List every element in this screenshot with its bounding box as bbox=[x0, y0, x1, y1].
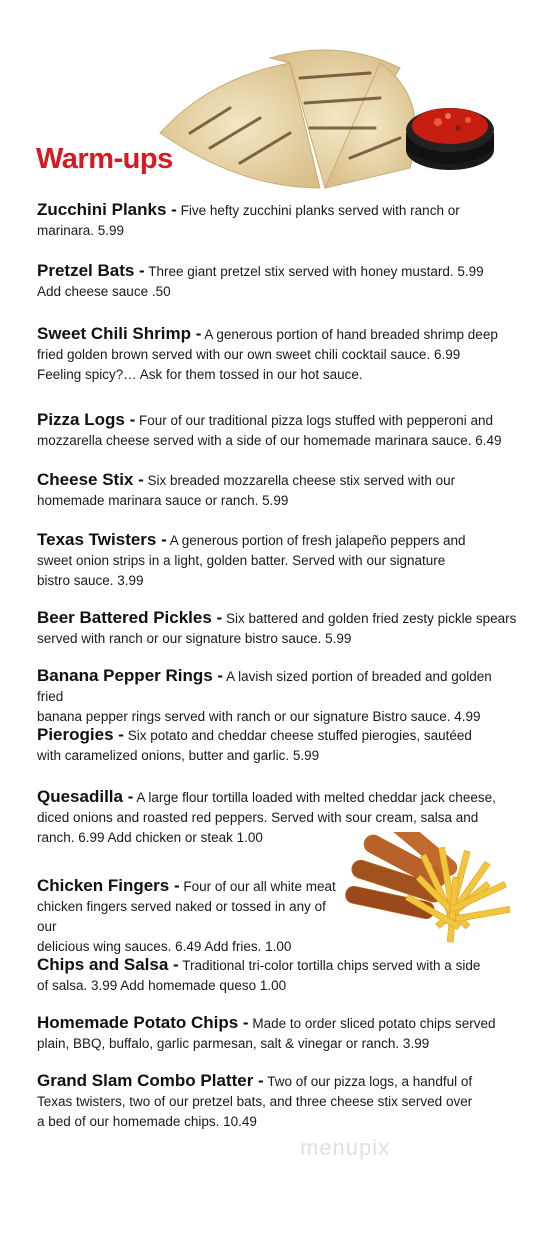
menu-item-beer-battered-pickles bbox=[37, 608, 517, 649]
item-name: Sweet Chili Shrimp - bbox=[37, 324, 202, 343]
item-desc-line: chicken fingers served naked or tossed in any of our bbox=[37, 899, 326, 934]
menu-item-homemade-potato-chips bbox=[37, 1013, 512, 1054]
item-desc-line: A large flour tortilla loaded with melted cheddar jack cheese, bbox=[136, 790, 496, 805]
item-name: Zucchini Planks - bbox=[37, 200, 177, 219]
item-desc-line: fried golden brown served with our own sweet chili cocktail sauce. 6.99 bbox=[37, 347, 461, 362]
watermark: menupix bbox=[300, 1135, 391, 1160]
item-desc-line: Traditional tri-color tortilla chips served with a side bbox=[182, 958, 481, 973]
item-desc-line: of salsa. 3.99 Add homemade queso 1.00 bbox=[37, 978, 287, 993]
item-desc-line: served with ranch or our signature bistro sauce. 5.99 bbox=[37, 631, 352, 646]
menu-item-texas-twisters bbox=[37, 530, 507, 591]
item-desc-line: Made to order sliced potato chips served bbox=[252, 1016, 496, 1031]
item-name: Quesadilla - bbox=[37, 787, 134, 806]
item-desc-line: A generous portion of fresh jalapeño peppers and bbox=[169, 533, 466, 548]
item-desc-line: Feeling spicy?… Ask for them tossed in our hot sauce. bbox=[37, 367, 363, 382]
menu-item-pretzel-bats bbox=[37, 261, 507, 302]
menu-item-cheese-stix bbox=[37, 470, 507, 511]
item-name: Chips and Salsa - bbox=[37, 955, 179, 974]
item-desc-line: Six breaded mozzarella cheese stix served with our bbox=[147, 473, 456, 488]
item-desc-line: delicious wing sauces. 6.49 Add fries. 1.00 bbox=[37, 939, 292, 954]
item-name: Pizza Logs - bbox=[37, 410, 136, 429]
menu-item-pierogies bbox=[37, 725, 507, 766]
item-desc-line: Two of our pizza logs, a handful of bbox=[267, 1074, 473, 1089]
item-desc-line: A generous portion of hand breaded shrimp deep bbox=[204, 327, 498, 342]
item-desc-line: Six potato and cheddar cheese stuffed pierogies, sautéed bbox=[127, 728, 472, 743]
item-name: Beer Battered Pickles - bbox=[37, 608, 223, 627]
item-desc-line: A lavish sized portion of breaded and golden fried bbox=[37, 669, 492, 704]
chicken-fingers-fries-image bbox=[340, 832, 515, 954]
item-desc-line: mozzarella cheese served with a side of our homemade marinara sauce. 6.49 bbox=[37, 433, 502, 448]
menu-item-chicken-fingers bbox=[37, 876, 347, 957]
item-desc-line: ranch. 6.99 Add chicken or steak 1.00 bbox=[37, 830, 263, 845]
item-desc-line: Five hefty zucchini planks served with ranch or bbox=[180, 203, 460, 218]
item-desc-line: Four of our all white meat bbox=[183, 879, 336, 894]
item-desc-line: plain, BBQ, buffalo, garlic parmesan, salt & vinegar or ranch. 3.99 bbox=[37, 1036, 430, 1051]
menu-item-sweet-chili-shrimp bbox=[37, 324, 512, 385]
item-desc-line: Three giant pretzel stix served with honey mustard. 5.99 bbox=[148, 264, 484, 279]
item-desc-line: marinara. 5.99 bbox=[37, 223, 125, 238]
item-desc-line: Add cheese sauce .50 bbox=[37, 284, 171, 299]
section-title: Warm-ups bbox=[36, 143, 173, 175]
item-desc-line: sweet onion strips in a light, golden batter. Served with our signature bbox=[37, 553, 446, 568]
menu-item-chips-and-salsa bbox=[37, 955, 507, 996]
item-name: Texas Twisters - bbox=[37, 530, 167, 549]
item-name: Grand Slam Combo Platter - bbox=[37, 1071, 264, 1090]
menu-item-grand-slam-combo-platter bbox=[37, 1071, 512, 1132]
item-desc-line: Four of our traditional pizza logs stuffed with pepperoni and bbox=[139, 413, 493, 428]
menu-item-zucchini-planks bbox=[37, 200, 497, 241]
item-name: Pretzel Bats - bbox=[37, 261, 145, 280]
item-desc-line: homemade marinara sauce or ranch. 5.99 bbox=[37, 493, 289, 508]
item-name: Banana Pepper Rings - bbox=[37, 666, 224, 685]
item-name: Homemade Potato Chips - bbox=[37, 1013, 249, 1032]
menu-item-banana-pepper-rings bbox=[37, 666, 517, 727]
item-desc-line: with caramelized onions, butter and garlic. 5.99 bbox=[37, 748, 320, 763]
item-desc-line: diced onions and roasted red peppers. Served with sour cream, salsa and bbox=[37, 810, 479, 825]
item-desc-line: Texas twisters, two of our pretzel bats, and three cheese stix served over bbox=[37, 1094, 473, 1109]
menu-item-pizza-logs bbox=[37, 410, 512, 451]
item-name: Pierogies - bbox=[37, 725, 124, 744]
quesadilla-salsa-image bbox=[150, 38, 500, 198]
item-desc-line: Six battered and golden fried zesty pickle spears bbox=[225, 611, 517, 626]
item-desc-line: a bed of our homemade chips. 10.49 bbox=[37, 1114, 257, 1129]
item-name: Cheese Stix - bbox=[37, 470, 144, 489]
item-desc-line: banana pepper rings served with ranch or our signature Bistro sauce. 4.99 bbox=[37, 709, 481, 724]
item-desc-line: bistro sauce. 3.99 bbox=[37, 573, 144, 588]
item-name: Chicken Fingers - bbox=[37, 876, 180, 895]
